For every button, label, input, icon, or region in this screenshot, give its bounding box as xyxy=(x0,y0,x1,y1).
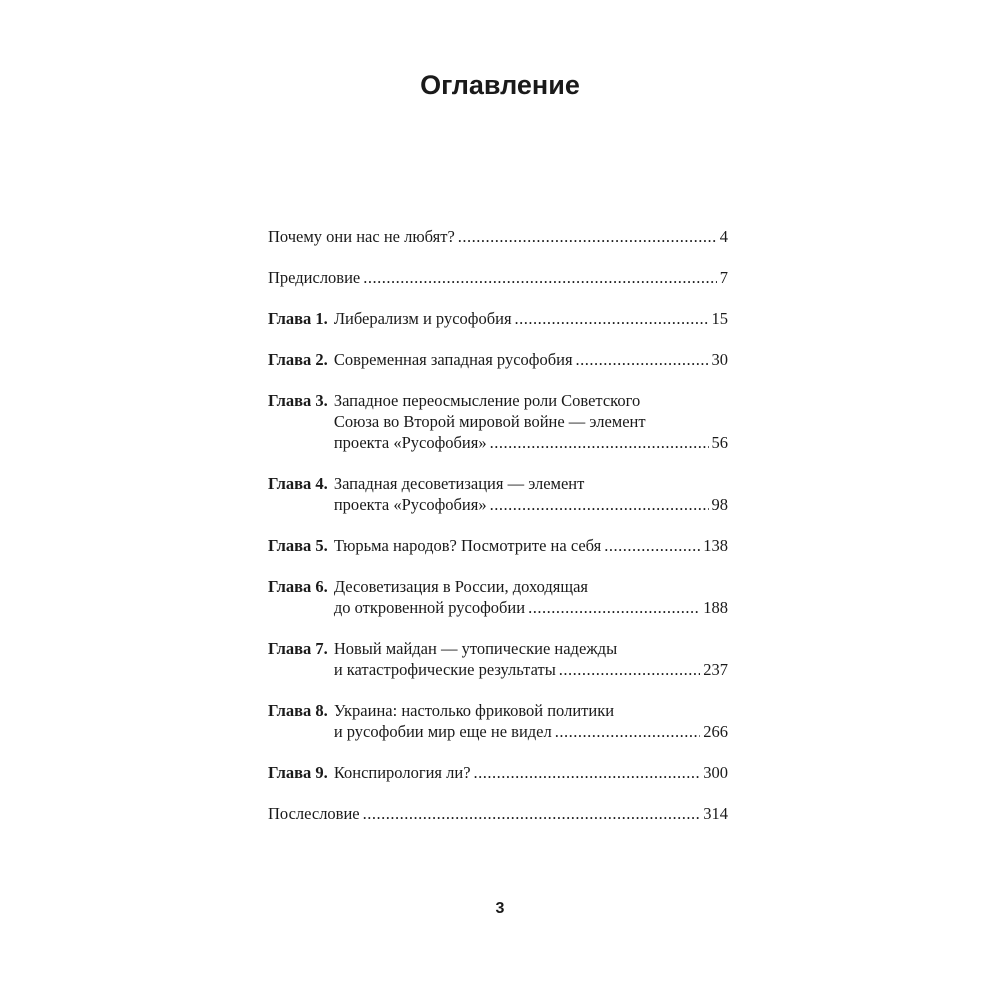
entry-page-number: 237 xyxy=(703,660,728,679)
chapter-label: Глава 2. xyxy=(268,350,328,369)
dot-leader xyxy=(576,349,709,370)
entry-title-line: Десоветизация в России, доходящая xyxy=(333,577,588,596)
entry-page-number: 138 xyxy=(703,536,728,555)
entry-page-number: 266 xyxy=(703,722,728,741)
dot-leader xyxy=(559,659,700,680)
entry-title-line: Либерализм и русофобия xyxy=(333,309,512,328)
entry-title-line: Современная западная русофобия xyxy=(333,350,573,369)
entry-title-line: Послесловие xyxy=(268,804,360,823)
chapter-label: Глава 4. xyxy=(268,474,328,493)
entry-title xyxy=(334,576,728,618)
entry-page-number: 188 xyxy=(703,598,728,617)
toc-entry xyxy=(268,308,728,329)
chapter-label: Глава 9. xyxy=(268,763,328,782)
entry-title-line: и катастрофические результаты xyxy=(333,660,556,679)
chapter-label: Глава 6. xyxy=(268,577,328,596)
dot-leader xyxy=(458,226,717,247)
chapter-label: Глава 5. xyxy=(268,536,328,555)
entry-page-number: 15 xyxy=(711,309,728,328)
chapter-label: Глава 1. xyxy=(268,309,328,328)
chapter-label: Глава 7. xyxy=(268,639,328,658)
dot-leader xyxy=(528,597,700,618)
entry-title-line: Конспирология ли? xyxy=(333,763,471,782)
dot-leader xyxy=(363,267,717,288)
dot-leader xyxy=(515,308,709,329)
entry-page-number: 30 xyxy=(711,350,728,369)
entry-page-number: 314 xyxy=(703,804,728,823)
entry-title xyxy=(334,349,728,370)
entry-page-number: 7 xyxy=(719,268,728,287)
entry-title-line: Западная десоветизация — элемент xyxy=(333,474,585,493)
entry-title xyxy=(268,226,728,247)
entry-title xyxy=(268,267,728,288)
toc-entry xyxy=(268,803,728,824)
dot-leader xyxy=(604,535,700,556)
entry-title-line: Почему они нас не любят? xyxy=(268,227,455,246)
entry-title xyxy=(334,700,728,742)
toc-entry xyxy=(268,638,728,680)
entry-title-line: проекта «Русофобия» xyxy=(333,495,487,514)
toc-entry xyxy=(268,576,728,618)
entry-title-line: Западное переосмысление роли Советского xyxy=(333,391,641,410)
dot-leader xyxy=(474,762,701,783)
entry-page-number: 56 xyxy=(711,433,728,452)
entry-title-line: и русофобии мир еще не видел xyxy=(333,722,552,741)
entry-title-line: Новый майдан — утопические надежды xyxy=(333,639,618,658)
entry-title xyxy=(334,762,728,783)
entry-page-number: 300 xyxy=(703,763,728,782)
toc-entry xyxy=(268,535,728,556)
dot-leader xyxy=(555,721,701,742)
entry-title-line: Тюрьма народов? Посмотрите на себя xyxy=(333,536,602,555)
entry-page-number: 4 xyxy=(719,227,728,246)
toc-entry xyxy=(268,700,728,742)
dot-leader xyxy=(490,494,709,515)
dot-leader xyxy=(490,432,709,453)
page-number: 3 xyxy=(495,900,505,917)
toc-entry xyxy=(268,267,728,288)
entry-title-line: Союза во Второй мировой войне — элемент xyxy=(333,412,646,431)
dot-leader xyxy=(363,803,701,824)
entry-title-line: до откровенной русофобии xyxy=(333,598,526,617)
entry-title xyxy=(334,473,728,515)
entry-title xyxy=(334,535,728,556)
chapter-label: Глава 3. xyxy=(268,391,328,410)
entry-title-line: проекта «Русофобия» xyxy=(333,433,487,452)
entry-title-line: Украина: настолько фриковой политики xyxy=(333,701,615,720)
toc-entry xyxy=(268,349,728,370)
toc-entry xyxy=(268,762,728,783)
page-title: Оглавление xyxy=(420,70,580,100)
toc-entry xyxy=(268,473,728,515)
chapter-label: Глава 8. xyxy=(268,701,328,720)
entry-title xyxy=(268,803,728,824)
entry-title xyxy=(334,390,728,453)
entry-page-number: 98 xyxy=(711,495,728,514)
toc-entry xyxy=(268,390,728,453)
entry-title xyxy=(334,638,728,680)
entry-title-line: Предисловие xyxy=(268,268,361,287)
table-of-contents xyxy=(268,226,728,824)
entry-title xyxy=(334,308,728,329)
toc-entry xyxy=(268,226,728,247)
